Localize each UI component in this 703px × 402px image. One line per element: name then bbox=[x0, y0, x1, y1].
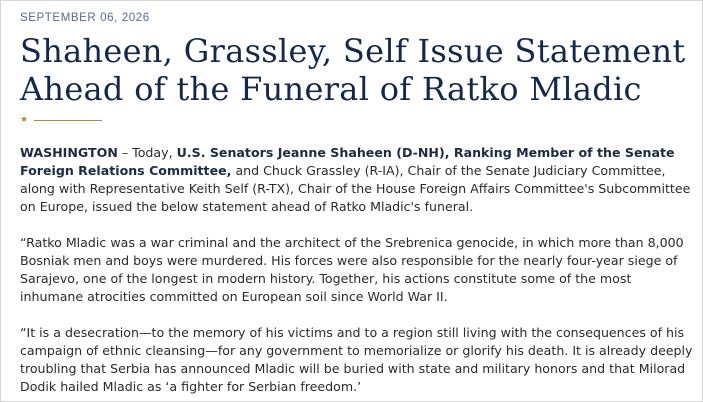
article-title-line-1: Shaheen, Grassley, Self Issue Statement bbox=[20, 32, 686, 70]
dateline: WASHINGTON bbox=[20, 145, 118, 160]
article-paragraph-intro bbox=[20, 144, 698, 216]
senators-names: U.S. Senators Jeanne Shaheen (D-NH), Ranking Member of the Senate Foreign Relations Committee, bbox=[20, 145, 675, 178]
article-title-line-2: Ahead of the Funeral of Ratko Mladic bbox=[20, 70, 642, 108]
article-paragraph-3: “It is a desecration—to the memory of his victims and to a region still living with the consequences of his campaign of ethnic cleansing—for any government to memorialize or glorify his death. It is already deeply troubling that Serbia has announced Mladic will be buried with state and military honors and that Milorad Dodik hailed Mladic as ‘a fighter for Serbian freedom.’ bbox=[20, 325, 693, 394]
intro-dash: – Today, bbox=[117, 145, 177, 160]
intro-rest: and Chuck Grassley (R-IA), Chair of the Senate Judiciary Committee, along with Representative Keith Self (R-TX), Chair of the House Foreign Affairs Committee's Subcommittee on Europe, issued the below statement ahead of Ratko Mladic's funeral. bbox=[20, 163, 691, 214]
article-content bbox=[20, 1, 700, 396]
star-icon: ★ bbox=[20, 115, 29, 125]
title-divider bbox=[20, 116, 110, 126]
article-paragraph-2: “Ratko Mladic was a war criminal and the architect of the Srebrenica genocide, in which more than 8,000 Bosniak men and boys were murdered. His forces were also responsible for the nearly four-year siege of Sarajevo, one of the longest in modern history. Together, his actions constitute some of the most inhumane atrocities committed on European soil since World War II. bbox=[20, 235, 684, 304]
divider-line bbox=[34, 120, 102, 121]
article-date: SEPTEMBER 06, 2026 bbox=[20, 12, 150, 24]
article-title bbox=[20, 32, 700, 108]
